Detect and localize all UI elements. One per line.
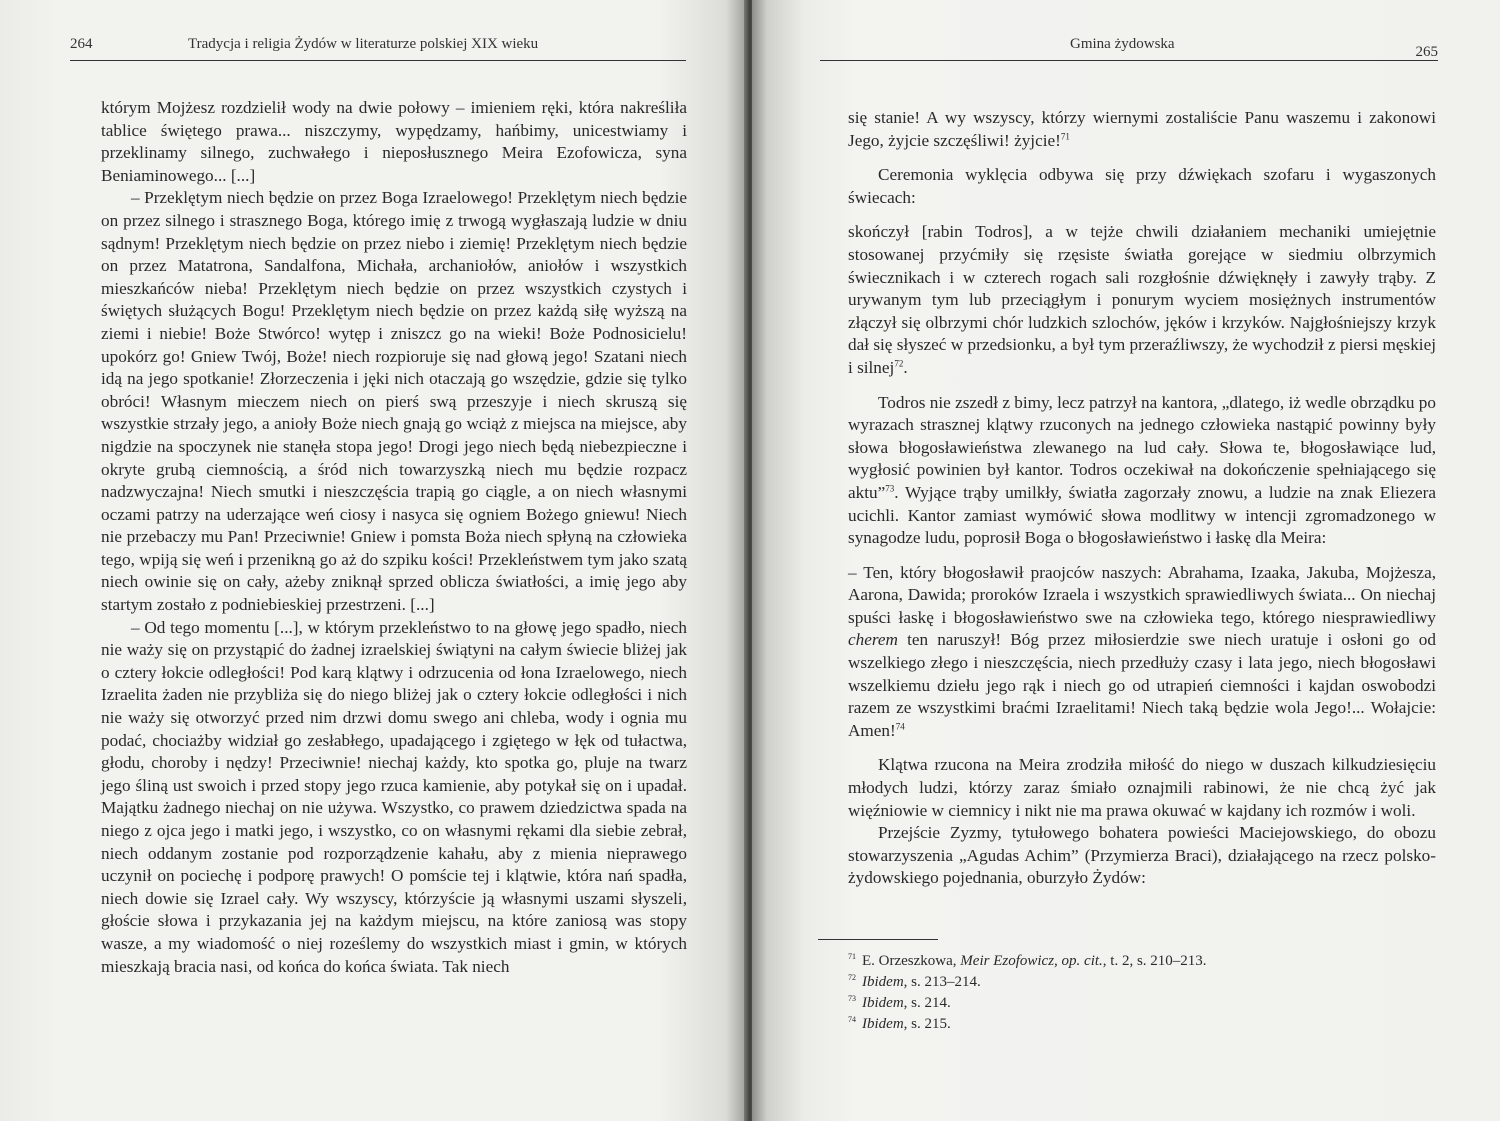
- footnote-italic: Ibidem: [862, 995, 904, 1011]
- quote-body: skończył [rabin Todros], a w tejże chwili działaniem mechaniki umiejętnie stosowanej przyćmiły się rzęsiste światła gorejące w siedmiu olbrzymich świecznikach i w czterech rogach sali rozgłośnie dźwięknęły i zawyły trąby. Z urywanym tym lub przeciągłym i ponurym wyciem mosiężnych instrumentów złączył się olbrzymi chór ludzkich szlochów, jęków i krzyków. Najgłośniejszy krzyk dał się słyszeć w przedsionku, a był tym przeraźliwszy, że wychodził z piersi męskiej i silnej: [848, 222, 1436, 377]
- paragraph: którym Mojżesz rozdzielił wody na dwie połowy – imieniem ręki, która nakreśliła tablice świętego prawa... niszczymy, wypędzamy, hańbimy, unicestwiamy i przeklinamy silnego, zuchwałego i nieposłusznego Meira Ezofowicza, syna Beniaminowego... [...]: [101, 98, 687, 185]
- quote-body: – Ten, który błogosławił praojców naszych: Abrahama, Izaaka, Jakuba, Mojżesza, Aarona, Dawida; proroków Izraela i wszystkich sprawiedliwych świata... On niechaj spuści łaskę i błogosławieństwo swe na człowieka tego, którego niesprawiedliwy: [848, 562, 1436, 627]
- paragraph-text: się stanie! A wy wszyscy, którzy wiernymi zostaliście Panu waszemu i zakonowi Jego, żyjcie szczęśliwi! żyjcie!: [848, 108, 1436, 150]
- header-rule: [70, 60, 686, 61]
- footnote: [848, 1014, 1408, 1035]
- block-quote: [848, 562, 1436, 743]
- left-page-body: [101, 97, 687, 978]
- paragraph: Przejście Zyzmy, tytułowego bohatera powieści Maciejowskiego, do obozu stowarzyszenia „Agudas Achim” (Przymierza Braci), działającego na rzecz polsko-żydowskiego pojednania, oburzyło Żydów:: [848, 823, 1436, 888]
- footnote-ref: 73: [885, 483, 895, 494]
- page-number: 265: [1415, 44, 1438, 60]
- footnote: [848, 972, 1408, 993]
- quote-text: skończył [rabin Todros], a w tejże chwili działaniem mechaniki umiejętnie stosowanej przyćmiły się rzęsiste światła gorejące w siedmiu olbrzymich świecznikach i w czterech rogach sali rozgłośnie dźwięknęły i zawyły trąby. Z urywanym tym lub przeciągłym i ponurym wyciem mosiężnych instrumentów złączył się olbrzymi chór ludzkich szlochów, jęków i krzyków. Najgłośniejszy krzyk dał się słyszeć w przedsionku, a był tym przeraźliwszy, że wychodził z piersi męskiej i silnej$^{72}$.: [848, 222, 1436, 377]
- page-number: 264: [70, 36, 93, 52]
- footnote-ref: 72: [894, 358, 904, 369]
- quote-text: [848, 562, 1436, 743]
- header-rule: [820, 60, 1438, 61]
- right-page-body: [848, 107, 1436, 890]
- footnote-text: E. Orzeszkowa,: [862, 953, 961, 969]
- footnote-text: , s. 214.: [903, 995, 951, 1011]
- footnote-number: 74: [848, 1015, 856, 1024]
- paragraph: Ceremonia wyklęcia odbywa się przy dźwiękach szofaru i wygaszonych świecach:: [848, 165, 1436, 207]
- footnotes: [848, 951, 1408, 1035]
- footnote-number: 73: [848, 994, 856, 1003]
- footnote-ref: 74: [895, 721, 905, 732]
- block-quote: [848, 221, 1436, 379]
- footnote: [848, 993, 1408, 1014]
- footnote-italic: Ibidem: [862, 974, 904, 990]
- running-head: Tradycja i religia Żydów w literaturze polskiej XIX wieku: [188, 36, 539, 52]
- footnote-number: 71: [848, 952, 856, 961]
- paragraph: [848, 107, 1436, 152]
- footnote-ref: 71: [1060, 130, 1070, 141]
- italic-term: cherem: [848, 630, 898, 650]
- footnote: [848, 951, 1408, 972]
- footnote-italic: Ibidem: [862, 1016, 904, 1032]
- quote-body: ten naruszył! Bóg przez miłosierdzie swe niech uratuje i osłoni go od wszelkiego złego i nieszczęścia, niech przedłuży czasy i lata jego, niech błogosławi wszelkiemu dziełu jego rąk i niech go od utrapień ciemności i kajdan oswobodzi razem ze wszystkimi braćmi Izraelitami! Niech taką będzie wola Jego!... Wołajcie: Amen!: [848, 630, 1436, 740]
- footnote-text: , t. 2, s. 210–213.: [1102, 953, 1207, 969]
- footnote-number: 72: [848, 973, 856, 982]
- paragraph: Klątwa rzucona na Meira zrodziła miłość do niego w duszach kilkudziesięciu młodych ludzi, którzy zaraz śmiało oznajmili rabinowi, że nie chcą żyć jak więźniowie w ciemnicy i nikt nie ma prawa okuwać w kajdany ich rozmów i woli.: [848, 755, 1436, 820]
- paragraph: – Od tego momentu [...], w którym przekleństwo to na głowę jego spadło, niech nie waży się on przystąpić do żadnej izraelskiej świątyni na całym świecie bliżej jak o cztery łokcie odległości! Pod karą klątwy i odrzucenia od łona Izraelowego, niech Izraelita żaden nie przybliża się do niego bliżej jak o cztery łokcie odległości i nich nie waży się otworzyć przed nim drzwi domu swego ani chleba, wody i ognia mu podać, chociażby widział go zesłabłego, upadającego i zgiętego w łęk od tułactwa, głodu, choroby i nędzy! Przeciwnie! niechaj każdy, kto spotka go, pluje na twarz jego śliną ust swoich i przed stopy jego rzuca kamienie, aby potykał się on i upadał. Majątku żadnego niechaj on nie używa. Wszystko, co prawem dziedzictwa spada na niego z ojca jego i matki jego, i wszystko, co on własnymi rękami dla siebie zebrał, niech oddanym zostanie pod rozporządzenie kahału, aby z mienia nieprawego uczynił on pociechę i podporę prawych! O pomście tej i klątwie, która nań spadła, niech dowie się Izrael cały. Wy wszyscy, którzyście ją własnymi uszami słyszeli, głoście słowa i przykazania jej na każdym miejscu, na które zaniosą was stopy wasze, a my wiadomość o niej roześlemy do wszystkich miast i gmin, w których mieszkają bracia nasi, od końca do końca świata. Tak niech: [101, 617, 687, 976]
- paragraph-text: . Wyjące trąby umilkły, światła zagorzały znowu, a ludzie na znak Eliezera ucichli. Kantor zamiast wymówić słowa modlitwy w intencji zgromadzonego w synagodze ludu, poprosił Boga o błogosławieństwo i łaskę dla Meira:: [848, 482, 1436, 548]
- paragraph: – Przeklętym niech będzie on przez Boga Izraelowego! Przeklętym niech będzie on przez silnego i strasznego Boga, którego imię z trwogą wygłaszają ludzie w dniu sądnym! Przeklętym niech będzie on przez niebo i ziemię! Przeklętym niech będzie on przez Matatrona, Sandalfona, Michała, archaniołów, aniołów i wszystkich mieszkańców nieba! Przeklętym niech będzie on przez wszystkich czystych i świętych służących Bogu! Przeklętym niech będzie on przez każdą siłę wyższą na ziemi i niebie! Boże Stwórco! wytęp i zniszcz go na wieki! Boże Podnosicielu! upokórz go! Gniew Twój, Boże! niech rozpioruje się nad głową jego! Szatani niech idą na jego spotkanie! Złorzeczenia i jęki nich otaczają go wszędzie, gdzie się tylko obróci! Własnym mieczem niech on pierś swą przeszyje i niech skruszą się wszystkie strzały jego, a anioły Boże niech gnają go wciąż z miejsca na miejsce, aby nigdzie na spoczynek nie stanęła stopa jego! Drogi jego niech będą niebezpieczne i okryte grubą ciemnością, a śród nich towarzyszką niech mu będzie rozpacz nadzwyczajna! Niech smutki i nieszczęścia trapią go ciągle, a on niech własnymi oczami patrzy na uderzające weń ciosy i nasyca się ogniem Bożego gniewu! Niech nie przebaczy mu Pan! Przeciwnie! Gniew i pomsta Boża niech spłyną na człowieka tego, wpiją się weń i przenikną go aż do szpiku kości! Przekleństwem tym jako szatą niech owinie się on cały, ażeby zniknął sprzed oblicza światłości, a imię jego aby startym zostało z podniebieskiej przestrzeni. [...]: [101, 188, 687, 615]
- footnote-text: , s. 215.: [903, 1016, 951, 1032]
- left-page-header: [70, 36, 686, 58]
- paragraph: [848, 392, 1436, 550]
- paragraph-text: Todros nie zszedł z bimy, lecz patrzył na kantora, „dlatego, iż wedle obrządku po wyrazach strasznej klątwy rzuconych na jednego człowieka nastąpić powinny były słowa błogosławieństwa zlewanego na lud cały. Słowa te, błogosławiące lud, wygłosić powinien był kantor. Todros oczekiwał na dokończenie spełniającego się aktu”: [848, 392, 1436, 502]
- footnote-rule: [818, 939, 938, 940]
- footnote-italic: Meir Ezofowicz, op. cit.: [960, 953, 1103, 969]
- footnote-text: , s. 213–214.: [903, 974, 981, 990]
- left-page: [0, 0, 748, 1121]
- running-head: Gmina żydowska: [1070, 36, 1175, 52]
- right-page-header: [822, 36, 1438, 58]
